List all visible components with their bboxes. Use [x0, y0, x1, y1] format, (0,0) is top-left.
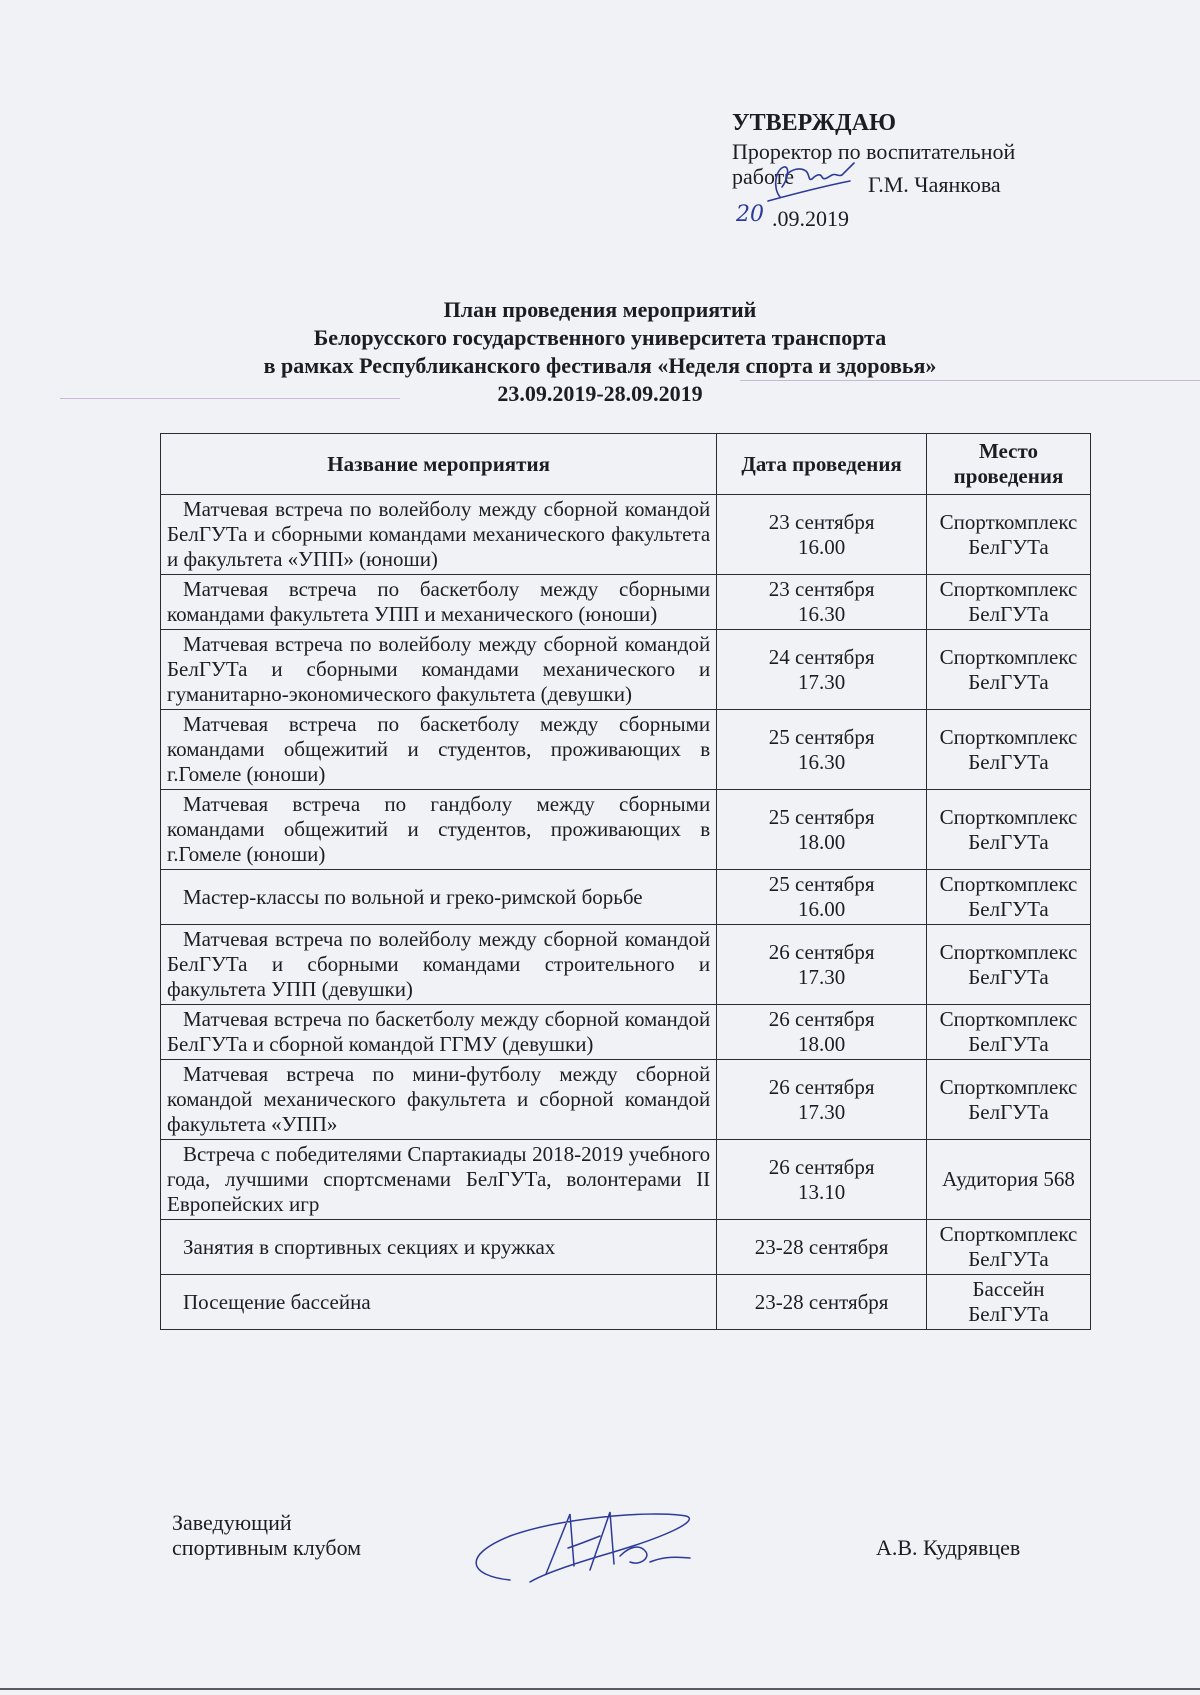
- table-row: [161, 710, 1091, 790]
- event-date: 25 сентября: [768, 724, 875, 749]
- table-row: [161, 925, 1091, 1005]
- event-date-cell: [717, 630, 927, 710]
- event-date-cell: [717, 710, 927, 790]
- event-place-cell: Спорткомплекс БелГУТа: [927, 790, 1091, 870]
- event-date-cell: [717, 1060, 927, 1140]
- event-time: 16.30: [797, 602, 846, 626]
- scan-artifact-line: [740, 380, 1200, 381]
- approval-heading: УТВЕРЖДАЮ: [732, 110, 897, 136]
- approver-signature-icon: [750, 157, 870, 205]
- table-row: [161, 495, 1091, 575]
- page-bottom-edge: [0, 1688, 1200, 1690]
- event-name-cell: Занятия в спортивных секциях и кружках: [161, 1220, 717, 1275]
- event-time: 17.30: [797, 1099, 846, 1124]
- event-date: 24 сентября: [768, 644, 875, 669]
- approval-signer-row: [732, 165, 1082, 205]
- approval-signer-name: Г.М. Чаянкова: [868, 172, 1001, 197]
- event-date-cell: [717, 495, 927, 575]
- document-title: [180, 296, 1020, 408]
- approval-position-line1: Проректор по воспитательной: [732, 139, 1016, 164]
- title-line1: План проведения мероприятий: [443, 297, 757, 322]
- event-name-cell: Встреча с победителями Спартакиады 2018-2019 учебного года, лучшими спортсменами БелГУТа, волонтерами II Европейских игр: [161, 1140, 717, 1220]
- event-place-cell: Спорткомплекс БелГУТа: [927, 710, 1091, 790]
- event-name-cell: Матчевая встреча по волейболу между сборной командой БелГУТа и сборными командами механического факультета и факультета «УПП» (юноши): [161, 495, 717, 575]
- events-table: [160, 433, 1091, 1330]
- event-time: 17.30: [797, 669, 846, 694]
- event-date-cell: [717, 1275, 927, 1330]
- header-place: Место проведения: [927, 434, 1091, 495]
- event-name-cell: Матчевая встреча по волейболу между сборной командой БелГУТа и сборными командами механического и гуманитарно-экономического факультета (девушки): [161, 630, 717, 710]
- footer-position-line1: Заведующий: [172, 1510, 292, 1535]
- event-date: 23 сентября: [768, 509, 875, 534]
- event-time: 18.00: [797, 1032, 846, 1056]
- event-date: 25 сентября: [768, 872, 875, 896]
- event-date-cell: [717, 1140, 927, 1220]
- event-place-cell: Спорткомплекс БелГУТа: [927, 1220, 1091, 1275]
- title-line4: 23.09.2019-28.09.2019: [497, 381, 703, 406]
- table-row: [161, 575, 1091, 630]
- event-name-cell: Матчевая встреча по баскетболу между сборными командами факультета УПП и механического (юноши): [161, 575, 717, 630]
- event-place-cell: Бассейн БелГУТа: [927, 1275, 1091, 1330]
- event-name-cell: Матчевая встреча по баскетболу между сборной командой БелГУТа и сборной командой ГГМУ (девушки): [161, 1005, 717, 1060]
- table-row: [161, 630, 1091, 710]
- event-date-cell: [717, 575, 927, 630]
- table-row: [161, 1275, 1091, 1330]
- event-date-cell: [717, 925, 927, 1005]
- approval-date-printed: .09.2019: [772, 206, 849, 231]
- table-row: [161, 1060, 1091, 1140]
- scan-artifact-line: [60, 398, 400, 399]
- table-header-row: [161, 434, 1091, 495]
- event-date: 25 сентября: [768, 804, 875, 829]
- footer-position-line2: спортивным клубом: [172, 1535, 362, 1560]
- event-date-cell: [717, 1220, 927, 1275]
- club-head-signature-icon: [450, 1496, 710, 1592]
- event-date: 23 сентября: [768, 577, 875, 601]
- event-name-cell: Мастер-классы по вольной и греко-римской борьбе: [161, 870, 717, 925]
- event-date: 26 сентября: [768, 1007, 875, 1031]
- event-place-cell: Спорткомплекс БелГУТа: [927, 925, 1091, 1005]
- event-place-cell: Спорткомплекс БелГУТа: [927, 1060, 1091, 1140]
- event-time: 18.00: [797, 829, 846, 854]
- event-date: 23-28 сентября: [754, 1234, 889, 1259]
- event-date: 23-28 сентября: [754, 1289, 889, 1314]
- approval-block: [732, 108, 1082, 235]
- event-name-cell: Матчевая встреча по волейболу между сборной командой БелГУТа и сборными командами строительного и факультета УПП (девушки): [161, 925, 717, 1005]
- event-place-cell: Аудитория 568: [927, 1140, 1091, 1220]
- event-date-cell: [717, 870, 927, 925]
- header-event-name: Название мероприятия: [161, 434, 717, 495]
- header-date: Дата проведения: [717, 434, 927, 495]
- event-place-cell: Спорткомплекс БелГУТа: [927, 495, 1091, 575]
- event-place-cell: Спорткомплекс БелГУТа: [927, 630, 1091, 710]
- approval-date-row: [732, 202, 1082, 235]
- event-date: 26 сентября: [768, 939, 875, 964]
- table-row: [161, 1005, 1091, 1060]
- event-time: 16.00: [797, 897, 846, 921]
- event-time: 13.10: [797, 1179, 846, 1204]
- table-row: [161, 870, 1091, 925]
- event-place-cell: Спорткомплекс БелГУТа: [927, 575, 1091, 630]
- table-row: [161, 1220, 1091, 1275]
- event-place-cell: Спорткомплекс БелГУТа: [927, 1005, 1091, 1060]
- event-name-cell: Матчевая встреча по мини-футболу между сборной командой механического факультета и сборной командой факультета «УПП»: [161, 1060, 717, 1140]
- table-row: [161, 790, 1091, 870]
- event-time: 17.30: [797, 964, 846, 989]
- event-name-cell: Матчевая встреча по баскетболу между сборными командами общежитий и студентов, проживающих в г.Гомеле (юноши): [161, 710, 717, 790]
- event-time: 16.00: [797, 534, 846, 559]
- event-date: 26 сентября: [768, 1074, 875, 1099]
- event-date: 26 сентября: [768, 1154, 875, 1179]
- event-time: 16.30: [797, 749, 846, 774]
- event-date-cell: [717, 1005, 927, 1060]
- event-date-cell: [717, 790, 927, 870]
- event-name-cell: Посещение бассейна: [161, 1275, 717, 1330]
- footer-signer-name: А.В. Кудрявцев: [876, 1535, 1021, 1560]
- approval-date-handwritten: 20: [736, 202, 764, 227]
- approval-position-line2: работе: [732, 164, 795, 189]
- title-line2: Белорусского государственного университета транспорта: [313, 325, 887, 350]
- title-line3: в рамках Республиканского фестиваля «Неделя спорта и здоровья»: [263, 353, 937, 378]
- event-place-cell: Спорткомплекс БелГУТа: [927, 870, 1091, 925]
- event-name-cell: Матчевая встреча по гандболу между сборными командами общежитий и студентов, проживающих в г.Гомеле (юноши): [161, 790, 717, 870]
- table-row: [161, 1140, 1091, 1220]
